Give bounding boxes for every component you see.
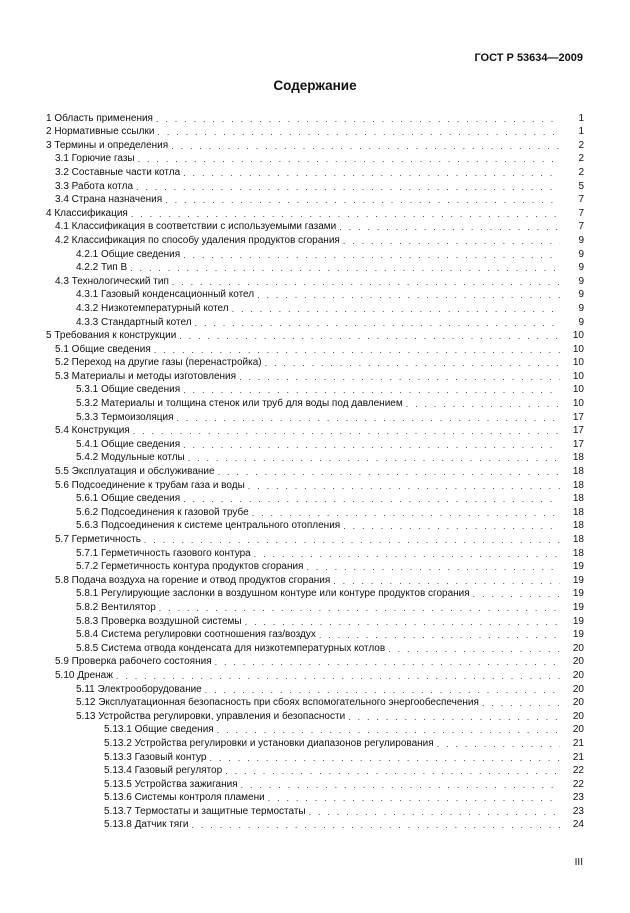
toc-entry-label: 5.9 Проверка рабочего состояния (55, 656, 215, 668)
toc-dot-leader (245, 617, 560, 628)
toc-dot-leader (254, 549, 560, 560)
toc-dot-leader (159, 603, 560, 614)
toc-dot-leader (406, 399, 560, 410)
page-title: Содержание (273, 78, 357, 93)
toc-entry[interactable] (46, 532, 584, 546)
toc-entry-page: 20 (572, 683, 584, 695)
toc-dot-leader (265, 358, 560, 369)
toc-dot-leader (482, 698, 560, 709)
toc-entry-label: 5.7.2 Герметичность контура продуктов сгорания (76, 561, 306, 573)
toc-entry[interactable] (46, 668, 584, 682)
toc-entry-label: 5.8 Подача воздуха на горение и отвод продуктов сгорания (55, 575, 333, 587)
toc-entry-page: 21 (572, 737, 584, 749)
toc-dot-leader (215, 657, 560, 668)
toc-entry-page: 17 (572, 411, 584, 423)
toc-entry[interactable] (46, 736, 584, 750)
toc-entry[interactable] (46, 560, 584, 574)
toc-dot-leader (179, 331, 560, 342)
toc-entry-page: 18 (572, 452, 584, 464)
toc-entry-label: 5.8.5 Система отвода конденсата для низкотемпературных котлов (76, 643, 388, 655)
toc-dot-leader (165, 195, 560, 206)
toc-dot-leader (257, 290, 560, 301)
toc-dot-leader (252, 508, 560, 519)
toc-dot-leader (232, 304, 560, 315)
toc-entry[interactable] (46, 696, 584, 710)
toc-dot-leader (177, 413, 560, 424)
toc-entry-label: 5.8.2 Вентилятор (76, 602, 159, 614)
toc-dot-leader (343, 521, 560, 532)
toc-dot-leader (343, 236, 560, 247)
toc-dot-leader (183, 385, 560, 396)
toc-dot-leader (183, 168, 560, 179)
toc-entry-label: 5.4.2 Модульные котлы (76, 452, 188, 464)
toc-entry-label: 5.7 Герметичность (55, 534, 144, 546)
toc-entry-label: 5.13.7 Термостаты и защитные термостаты (104, 806, 309, 818)
toc-entry-page: 9 (578, 248, 584, 260)
toc-entry-label: 3.3 Работа котла (55, 181, 136, 193)
toc-entry[interactable] (46, 424, 584, 438)
toc-entry[interactable] (46, 301, 584, 315)
toc-entry-label: 4 Классификация (46, 208, 131, 220)
toc-dot-leader (183, 250, 560, 261)
toc-entry-page: 18 (572, 466, 584, 478)
toc-entry[interactable] (46, 111, 584, 125)
toc-dot-leader (172, 277, 560, 288)
toc-entry-page: 23 (572, 805, 584, 817)
toc-entry[interactable] (46, 220, 584, 234)
toc-entry[interactable] (46, 193, 584, 207)
toc-entry-label: 5.13.4 Газовый регулятор (104, 765, 225, 777)
toc-entry-page: 20 (572, 697, 584, 709)
toc-entry-label: 5.13.6 Системы контроля пламени (104, 792, 268, 804)
toc-entry-label: 5.13.8 Датчик тяги (104, 819, 191, 831)
toc-entry-label: 5.6 Подсоединение к трубам газа и воды (55, 480, 248, 492)
toc-entry-label: 4.1 Классификация в соответствии с используемыми газами (55, 221, 339, 233)
toc-entry-label: 5.13.3 Газовый контур (104, 752, 210, 764)
toc-entry-label: 5.4 Конструкция (55, 425, 133, 437)
toc-entry-page: 17 (572, 425, 584, 437)
toc-entry-label: 5.5 Эксплуатация и обслуживание (55, 466, 218, 478)
toc-entry[interactable] (46, 138, 584, 152)
toc-entry-page: 10 (572, 330, 584, 342)
toc-dot-leader (171, 141, 560, 152)
toc-entry-page: 2 (578, 153, 584, 165)
toc-entry-label: 5 Требования к конструкции (46, 330, 179, 342)
toc-entry[interactable] (46, 764, 584, 778)
toc-entry[interactable] (46, 804, 584, 818)
document-id: ГОСТ Р 53634—2009 (474, 52, 583, 64)
toc-entry[interactable] (46, 383, 584, 397)
toc-entry[interactable] (46, 641, 584, 655)
toc-dot-leader (210, 753, 561, 764)
toc-entry[interactable] (46, 125, 584, 139)
toc-entry-page: 18 (572, 479, 584, 491)
toc-entry-label: 5.6.1 Общие сведения (76, 493, 183, 505)
toc-entry-page: 10 (572, 398, 584, 410)
toc-entry-page: 19 (572, 629, 584, 641)
toc-entry-label: 5.8.4 Система регулировки соотношения газ/воздух (76, 629, 319, 641)
toc-dot-leader (183, 494, 560, 505)
toc-entry-label: 5.7.1 Герметичность газового контура (76, 548, 254, 560)
toc-entry-page: 24 (572, 819, 584, 831)
toc-dot-leader (473, 589, 560, 600)
toc-entry-page: 19 (572, 561, 584, 573)
toc-entry-label: 4.2.2 Тип В (76, 262, 130, 274)
toc-entry-page: 10 (572, 384, 584, 396)
toc-entry-label: 5.3.2 Материалы и толщина стенок или труб для воды под давлением (76, 398, 406, 410)
toc-entry[interactable] (46, 791, 584, 805)
toc-entry-page: 18 (572, 534, 584, 545)
toc-entry[interactable] (46, 777, 584, 791)
toc-entry[interactable] (46, 723, 584, 737)
toc-entry-page: 22 (572, 778, 584, 790)
toc-dot-leader (319, 630, 560, 641)
toc-entry-page: 19 (572, 588, 584, 600)
toc-entry[interactable] (46, 709, 584, 723)
toc-entry-label: 4.3 Технологический тип (55, 276, 172, 288)
toc-entry-page: 22 (572, 765, 584, 777)
toc-entry[interactable] (46, 152, 584, 166)
toc-entry[interactable] (46, 546, 584, 560)
toc-entry[interactable] (46, 342, 584, 356)
toc-entry-label: 3.4 Страна назначения (55, 194, 165, 206)
toc-entry-page: 19 (572, 615, 584, 627)
toc-entry-page: 18 (572, 520, 584, 532)
toc-entry-label: 5.11 Электрооборудование (76, 684, 205, 696)
toc-entry[interactable] (46, 628, 584, 642)
toc-entry[interactable] (46, 682, 584, 696)
toc-entry-label: 5.6.3 Подсоединения к системе центрального отопления (76, 520, 343, 532)
toc-entry-label: 3.1 Горючие газы (55, 153, 138, 165)
toc-entry-label: 5.13.5 Устройства зажигания (104, 779, 241, 791)
toc-entry-page: 2 (578, 139, 584, 151)
toc-dot-leader (248, 481, 560, 492)
toc-dot-leader (217, 725, 560, 736)
toc-entry-label: 1 Область применения (46, 113, 156, 125)
toc-dot-leader (309, 807, 560, 818)
toc-dot-leader (348, 712, 560, 723)
toc-dot-leader (333, 576, 560, 587)
toc-entry[interactable] (46, 492, 584, 506)
toc-entry[interactable] (46, 315, 584, 329)
toc-entry-label: 5.13.1 Общие сведения (104, 724, 217, 736)
toc-entry-page: 18 (572, 547, 584, 559)
toc-entry-page: 20 (572, 656, 584, 668)
toc-entry[interactable] (46, 206, 584, 220)
toc-dot-leader (116, 671, 560, 682)
toc-entry-label: 5.3.1 Общие сведения (76, 384, 183, 396)
toc-entry-label: 5.8.1 Регулирующие заслонки в воздушном контуре или контуре продуктов сгорания (76, 588, 473, 600)
toc-entry[interactable] (46, 600, 584, 614)
toc-entry[interactable] (46, 437, 584, 451)
toc-entry-page: 18 (572, 493, 584, 505)
toc-entry-label: 3 Термины и определения (46, 140, 171, 152)
toc-entry-label: 5.4.1 Общие сведения (76, 439, 183, 451)
toc-entry[interactable] (46, 573, 584, 587)
toc-entry-page: 7 (578, 221, 584, 233)
toc-entry[interactable] (46, 329, 584, 343)
toc-entry-page: 20 (572, 710, 584, 722)
toc-dot-leader (156, 114, 560, 125)
toc-entry[interactable] (46, 233, 584, 247)
toc-entry-label: 5.3 Материалы и методы изготовления (55, 371, 239, 383)
toc-entry-label: 5.8.3 Проверка воздушной системы (76, 616, 245, 628)
toc-entry[interactable] (46, 274, 584, 288)
toc-entry-label: 5.3.3 Термоизоляция (76, 412, 177, 424)
toc-entry-page: 2 (578, 166, 584, 178)
toc-entry[interactable] (46, 261, 584, 275)
toc-entry-label: 5.12 Эксплуатационная безопасность при сбоях вспомогательного энергообеспечения (76, 697, 482, 709)
toc-entry-page: 19 (572, 601, 584, 613)
toc-entry-label: 4.2 Классификация по способу удаления продуктов сгорания (55, 235, 343, 247)
toc-entry-page: 7 (578, 194, 584, 206)
toc-dot-leader (306, 562, 560, 573)
toc-dot-leader (239, 372, 560, 383)
toc-entry-page: 9 (578, 289, 584, 301)
toc-entry-page: 9 (578, 316, 584, 328)
toc-entry-label: 5.13 Устройства регулировки, управления и безопасности (76, 711, 348, 723)
toc-dot-leader (157, 127, 560, 138)
toc-entry-page: 1 (578, 126, 584, 138)
toc-dot-leader (136, 182, 560, 193)
toc-entry-page: 10 (572, 343, 584, 355)
toc-dot-leader (195, 318, 560, 329)
toc-entry-page: 5 (578, 180, 584, 192)
toc-entry[interactable] (46, 818, 584, 832)
toc-entry-label: 5.10 Дренаж (55, 670, 116, 682)
toc-entry-label: 4.3.3 Стандартный котел (76, 317, 195, 329)
toc-dot-leader (218, 467, 560, 478)
toc-dot-leader (183, 440, 560, 451)
toc-entry-label: 2 Нормативные ссылки (46, 126, 157, 138)
toc-entry-label: 5.1 Общие сведения (55, 344, 154, 356)
table-of-contents (46, 111, 584, 831)
toc-entry-page: 20 (572, 642, 584, 654)
toc-entry[interactable] (46, 247, 584, 261)
toc-entry-label: 5.6.2 Подсоединения к газовой трубе (76, 507, 252, 519)
toc-entry[interactable] (46, 179, 584, 193)
toc-dot-leader (130, 263, 560, 274)
toc-dot-leader (133, 426, 560, 437)
toc-entry[interactable] (46, 165, 584, 179)
toc-entry[interactable] (46, 464, 584, 478)
toc-dot-leader (339, 222, 560, 233)
toc-entry-label: 3.2 Составные части котла (55, 167, 183, 179)
toc-dot-leader (205, 685, 560, 696)
toc-entry-page: 20 (572, 724, 584, 736)
toc-entry-page: 7 (578, 207, 584, 219)
toc-entry-page: 1 (578, 112, 584, 124)
toc-dot-leader (225, 766, 560, 777)
toc-dot-leader (131, 209, 560, 220)
toc-entry[interactable] (46, 614, 584, 628)
toc-dot-leader (268, 793, 560, 804)
toc-entry[interactable] (46, 288, 584, 302)
toc-entry-page: 18 (572, 506, 584, 518)
toc-entry[interactable] (46, 505, 584, 519)
toc-dot-leader (388, 644, 560, 655)
toc-entry-page: 20 (572, 669, 584, 681)
toc-entry-label: 4.3.2 Низкотемпературный котел (76, 303, 232, 315)
toc-entry-label: 5.13.2 Устройства регулировки и установки диапазонов регулирования (104, 738, 437, 750)
toc-entry-label: 5.2 Переход на другие газы (перенастройка) (55, 357, 265, 369)
toc-dot-leader (191, 820, 560, 831)
toc-entry-label: 4.3.1 Газовый конденсационный котел (76, 289, 257, 301)
toc-entry-page: 9 (578, 234, 584, 246)
toc-entry[interactable] (46, 750, 584, 764)
toc-dot-leader (154, 345, 560, 356)
toc-entry-label: 4.2.1 Общие сведения (76, 249, 183, 261)
toc-dot-leader (437, 739, 560, 750)
toc-entry[interactable] (46, 655, 584, 669)
toc-entry[interactable] (46, 356, 584, 370)
toc-entry[interactable] (46, 396, 584, 410)
toc-entry-page: 10 (572, 370, 584, 382)
toc-entry-page: 9 (578, 275, 584, 287)
toc-entry-page: 9 (578, 262, 584, 274)
toc-entry-page: 17 (572, 438, 584, 450)
toc-dot-leader (241, 780, 560, 791)
toc-entry[interactable] (46, 519, 584, 533)
toc-entry[interactable] (46, 369, 584, 383)
page-number: III (574, 857, 583, 868)
toc-entry-page: 9 (578, 302, 584, 314)
toc-entry-page: 10 (572, 357, 584, 369)
toc-entry[interactable] (46, 410, 584, 424)
toc-dot-leader (138, 154, 560, 165)
toc-entry-page: 21 (572, 751, 584, 763)
toc-dot-leader (188, 453, 560, 464)
toc-entry[interactable] (46, 451, 584, 465)
toc-entry[interactable] (46, 587, 584, 601)
toc-entry-page: 19 (572, 574, 584, 586)
toc-entry-page: 23 (572, 792, 584, 804)
toc-entry[interactable] (46, 478, 584, 492)
toc-dot-leader (144, 535, 560, 546)
